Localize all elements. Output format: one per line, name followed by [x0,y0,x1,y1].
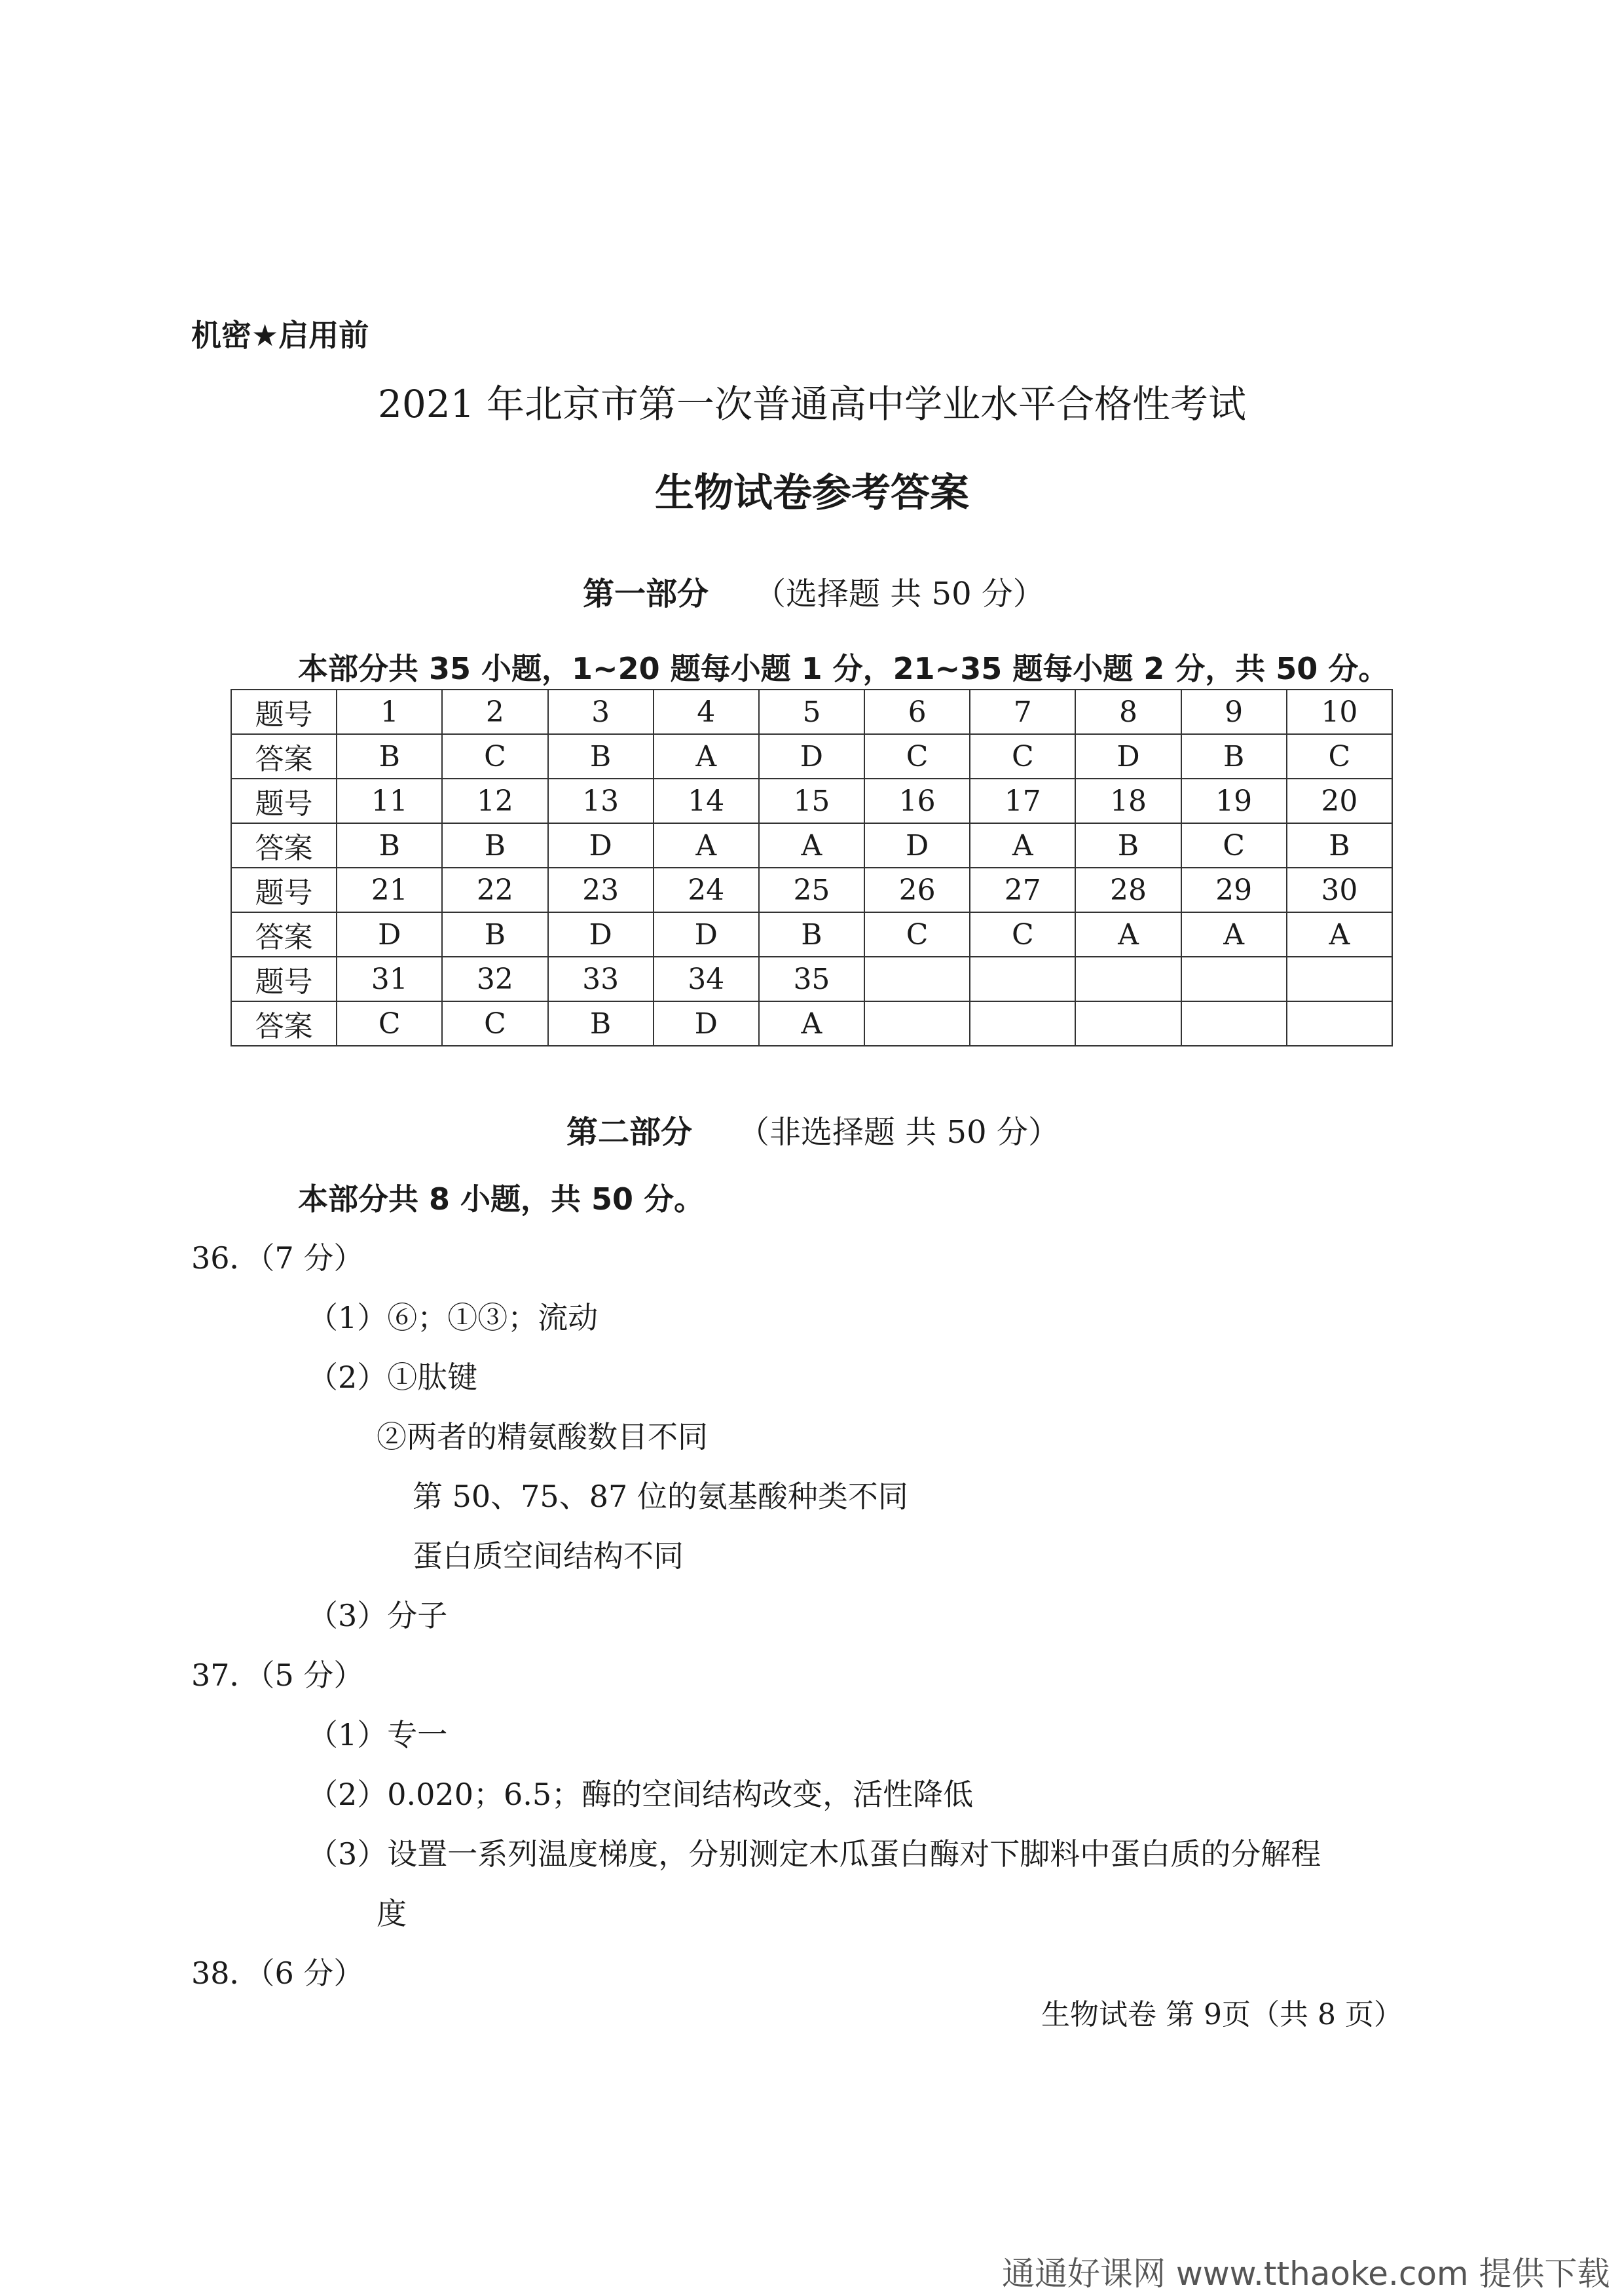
question-number-cell: 16 [864,779,970,823]
question-number-cell [864,957,970,1001]
answer-cell: B [1075,823,1181,868]
question-number-cell [970,957,1075,1001]
question-number-cell: 13 [548,779,654,823]
answer-table [231,689,1393,1046]
question-number-cell: 23 [548,868,654,912]
question-number-cell: 21 [337,868,442,912]
answer-cell: A [1181,912,1287,957]
part1-heading [583,568,1044,614]
answer-cell: D [548,823,654,868]
question-36-part-3: （3）分子 [308,1598,448,1633]
question-number-cell: 12 [442,779,547,823]
question-number-cell: 19 [1181,779,1287,823]
question-number-cell: 6 [864,690,970,734]
answer-cell: A [654,734,759,779]
question-number-cell: 3 [548,690,654,734]
part2-title: 第二部分 [566,1114,693,1151]
answer-cell [1181,1001,1287,1046]
question-number-cell: 27 [970,868,1075,912]
answer-cell [970,1001,1075,1046]
question-number-cell [1287,957,1392,1001]
answer-cell: C [1181,823,1287,868]
question-36-header: 36．（7 分） [191,1240,364,1276]
question-37-part-1: （1）专一 [308,1717,448,1752]
question-number-cell: 14 [654,779,759,823]
answer-cell: B [337,823,442,868]
exam-title: 2021 年北京市第一次普通高中学业水平合格性考试 [377,382,1247,426]
answer-cell: C [864,734,970,779]
part1-title: 第一部分 [583,576,709,612]
question-number-cell: 29 [1181,868,1287,912]
question-number-cell [1181,957,1287,1001]
question-number-cell: 10 [1287,690,1392,734]
answer-cell: C [337,1001,442,1046]
question-number-cell: 34 [654,957,759,1001]
question-number-row [231,868,1392,912]
answer-cell: C [864,912,970,957]
question-number-cell: 1 [337,690,442,734]
question-number-cell: 26 [864,868,970,912]
answer-row [231,1001,1392,1046]
answer-cell: B [548,734,654,779]
question-number-cell: 25 [759,868,864,912]
question-number-cell: 32 [442,957,547,1001]
answer-cell: A [759,1001,864,1046]
row-label: 题号 [231,690,337,734]
answer-cell: D [337,912,442,957]
question-number-cell: 15 [759,779,864,823]
row-label: 题号 [231,868,337,912]
part1-note: 本部分共 35 小题，1~20 题每小题 1 分，21~35 题每小题 2 分，共 50 分。 [298,651,1389,686]
page-footer: 生物试卷 第 9页（共 8 页） [1041,1998,1403,2031]
question-number-row [231,957,1392,1001]
question-number-cell: 2 [442,690,547,734]
question-36-part-2: （2）①肽键 [308,1360,478,1395]
answer-cell: B [1181,734,1287,779]
question-37-part-2: （2）0.020；6.5；酶的空间结构改变，活性降低 [308,1777,974,1812]
row-label: 答案 [231,1001,337,1046]
watermark-text: 通通好课网 www.tthaoke.com 提供下载 [1002,2255,1610,2293]
answer-cell: D [654,1001,759,1046]
answer-cell: B [1287,823,1392,868]
part2-heading [566,1107,1060,1152]
answer-cell: B [442,823,547,868]
question-36-part-1: （1）⑥；①③；流动 [308,1300,599,1335]
question-number-cell: 5 [759,690,864,734]
question-37-header: 37．（5 分） [191,1657,364,1693]
answer-cell [1075,1001,1181,1046]
question-number-cell: 22 [442,868,547,912]
answer-row [231,734,1392,779]
answer-cell: C [442,734,547,779]
answer-cell: C [970,734,1075,779]
answer-cell: A [1287,912,1392,957]
answer-cell [864,1001,970,1046]
question-number-cell: 30 [1287,868,1392,912]
question-number-cell: 18 [1075,779,1181,823]
question-number-cell: 7 [970,690,1075,734]
answer-cell: B [759,912,864,957]
question-36-part-2d: 蛋白质空间结构不同 [413,1538,684,1574]
row-label: 答案 [231,734,337,779]
confidential-label: 机密★启用前 [191,318,369,353]
question-number-cell: 17 [970,779,1075,823]
question-37-part-3: （3）设置一系列温度梯度，分别测定木瓜蛋白酶对下脚料中蛋白质的分解程 [308,1836,1321,1872]
answer-cell: C [442,1001,547,1046]
question-number-cell: 24 [654,868,759,912]
answer-cell: A [654,823,759,868]
answer-cell: D [654,912,759,957]
part1-subtitle: （选择题 共 50 分） [754,576,1044,612]
question-number-row [231,779,1392,823]
question-number-cell: 31 [337,957,442,1001]
answer-cell: D [548,912,654,957]
answer-cell: A [970,823,1075,868]
part2-subtitle: （非选择题 共 50 分） [738,1114,1060,1151]
row-label: 题号 [231,779,337,823]
question-number-cell: 20 [1287,779,1392,823]
answer-cell: A [759,823,864,868]
answer-cell: C [970,912,1075,957]
row-label: 答案 [231,823,337,868]
question-36-part-2c: 第 50、75、87 位的氨基酸种类不同 [413,1479,908,1514]
row-label: 答案 [231,912,337,957]
question-number-cell: 8 [1075,690,1181,734]
question-number-cell: 35 [759,957,864,1001]
row-label: 题号 [231,957,337,1001]
answer-cell: C [1287,734,1392,779]
answer-cell: A [1075,912,1181,957]
question-number-cell: 28 [1075,868,1181,912]
question-number-cell: 4 [654,690,759,734]
answer-row [231,823,1392,868]
answer-cell: B [548,1001,654,1046]
paper-title: 生物试卷参考答案 [655,470,969,516]
answer-row [231,912,1392,957]
question-number-cell: 9 [1181,690,1287,734]
answer-cell: D [759,734,864,779]
answer-cell: D [1075,734,1181,779]
question-36-part-2b: ②两者的精氨酸数目不同 [377,1419,708,1454]
question-number-row [231,690,1392,734]
question-38-header: 38．（6 分） [191,1955,364,1991]
question-number-cell [1075,957,1181,1001]
part2-note: 本部分共 8 小题，共 50 分。 [298,1181,705,1217]
answer-cell [1287,1001,1392,1046]
question-number-cell: 11 [337,779,442,823]
question-37-part-3b: 度 [377,1896,407,1931]
answer-cell: B [337,734,442,779]
question-number-cell: 33 [548,957,654,1001]
answer-cell: D [864,823,970,868]
answer-cell: B [442,912,547,957]
